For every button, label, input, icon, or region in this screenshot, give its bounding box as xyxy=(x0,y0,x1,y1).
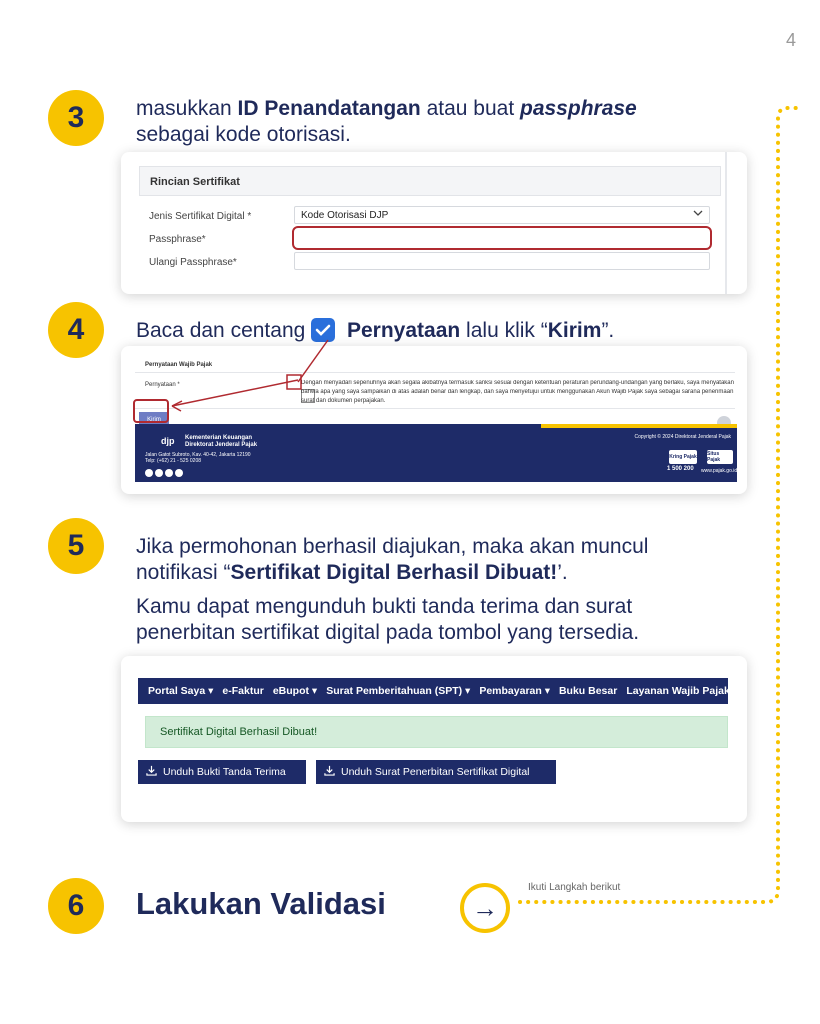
step-3-badge: 3 xyxy=(48,90,104,146)
footer-phone: Telp: (+62) 21 - 525 0208 xyxy=(145,458,202,464)
statement-text-line3: surat dan dokumen perpajakan. xyxy=(301,398,386,404)
footer-org1: Kementerian Keuangan xyxy=(185,435,253,441)
statement-text-line2: bahwa apa yang saya sampaikan di atas adalah benar dan lengkap, dan saya menyetujui untuk menggunakan Akun Wajib Pajak saya sebagai sarana penerimaan xyxy=(301,389,734,395)
step-5-instruction: Jika permohonan berhasil diajukan, maka akan muncul notifikasi “Sertifikat Digital Berhasil Dibuat!’. Kamu dapat mengunduh bukti tanda terima dan surat penerbitan sertifikat digital pada tombol yang tersedia. xyxy=(136,535,649,644)
label-ulangi-passphrase: Ulangi Passphrase* xyxy=(149,257,237,268)
next-step-label: Ikuti Langkah berikut xyxy=(528,882,621,893)
download-certificate-letter-button[interactable]: Unduh Surat Penerbitan Sertifikat Digital xyxy=(316,760,556,784)
top-navbar xyxy=(138,678,738,704)
kirim-button[interactable]: Kirim xyxy=(139,412,169,428)
nav-buku-besar[interactable]: Buku Besar xyxy=(558,685,618,697)
kring-pajak-badge: Kring Pajak xyxy=(669,450,697,464)
nav-portal-saya[interactable]: Portal Saya ▾ xyxy=(148,685,214,697)
page-number: 4 xyxy=(785,30,796,50)
label-passphrase: Passphrase* xyxy=(149,234,206,245)
statement-label: Pernyataan * xyxy=(145,382,180,388)
validation-title: Lakukan Validasi xyxy=(136,886,386,921)
nav-layanan-wajib-pajak[interactable]: Layanan Wajib Pajak ▾ xyxy=(626,685,738,697)
footer-address: Jalan Gatot Subroto, Kav. 40-42, Jakarta 12190 xyxy=(145,452,251,458)
success-card xyxy=(121,656,747,822)
section-title: Pernyataan Wajib Pajak xyxy=(145,362,213,368)
situs-pajak-url: www.pajak.go.id xyxy=(701,468,738,474)
next-step-arrow-icon[interactable]: → xyxy=(460,883,510,933)
djp-logo: djp xyxy=(161,436,175,446)
step-6-badge: 6 xyxy=(48,878,104,934)
nav-pembayaran[interactable]: Pembayaran ▾ xyxy=(479,685,550,697)
nav-e-faktur[interactable]: e-Faktur xyxy=(222,685,264,697)
step-3-instruction: masukkan ID Penandatangan atau buat passphrase sebagai kode otorisasi. xyxy=(136,97,637,146)
footer-org2: Direktorat Jenderal Pajak xyxy=(185,442,258,448)
nav-ebupot[interactable]: eBupot ▾ xyxy=(272,685,318,697)
download-receipt-button[interactable]: Unduh Bukti Tanda Terima xyxy=(138,760,306,784)
success-alert: Sertifikat Digital Berhasil Dibuat! xyxy=(145,716,728,748)
step-4-badge: 4 xyxy=(48,302,104,358)
footer-copyright: Copyright © 2024 Direktorat Jenderal Pajak xyxy=(634,434,731,440)
label-jenis-sertifikat: Jenis Sertifikat Digital * xyxy=(149,211,252,222)
certificate-type-select[interactable]: Kode Otorisasi DJP xyxy=(294,206,710,224)
nav-spt[interactable]: Surat Pemberitahuan (SPT) ▾ xyxy=(326,685,471,697)
download-icon xyxy=(324,765,335,779)
section-header: Rincian Sertifikat xyxy=(139,166,721,196)
download-icon xyxy=(146,765,157,779)
step-4-instruction: Baca dan centang Pernyataan lalu klik “Kirim”. xyxy=(136,319,615,342)
step-5-badge: 5 xyxy=(48,518,104,574)
statement-text-line1: Dengan menyadari sepenuhnya akan segala akibatnya termasuk sanksi sesuai dengan ketentuan peraturan perundang-undangan yang berlaku, saya menyatakan xyxy=(301,380,734,386)
kring-pajak-number: 1 500 200 xyxy=(667,466,694,472)
situs-pajak-badge: Situs Pajak xyxy=(707,450,733,464)
